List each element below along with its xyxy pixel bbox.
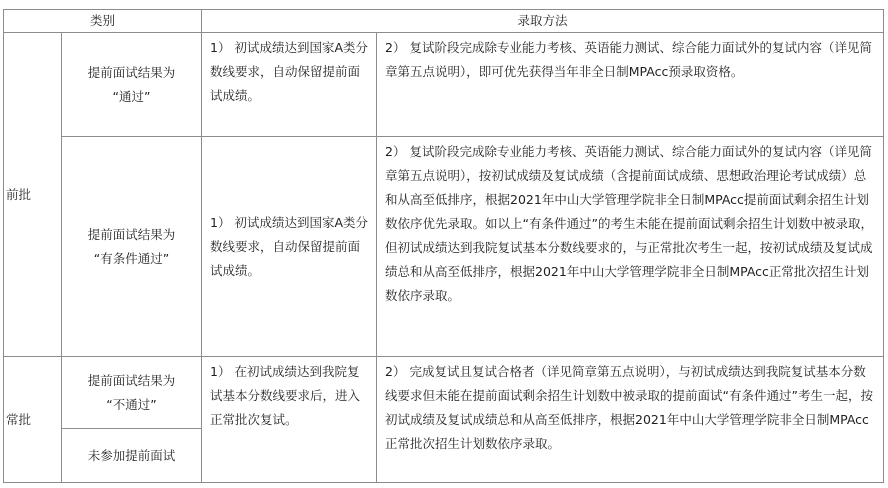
- early-pass-label-line2: “通过”: [112, 88, 151, 104]
- method-header: 录取方法: [202, 10, 884, 33]
- early-conditional-row: [4, 137, 884, 357]
- regular-fail-label-line1: 提前面试结果为: [87, 372, 176, 388]
- early-conditional-label-line1: 提前面试结果为: [87, 226, 176, 242]
- early-batch-label: 前批: [4, 33, 62, 357]
- regular-fail-row: [4, 357, 884, 429]
- early-pass-rule-1-text: 1） 初试成绩达到国家A类分数线要求，自动保留提前面试成绩。: [210, 40, 368, 103]
- early-pass-label-line1: 提前面试结果为: [87, 64, 176, 80]
- category-header: 类别: [4, 10, 202, 33]
- early-conditional-rule-2: [377, 137, 884, 357]
- header-row: [4, 10, 884, 33]
- early-conditional-label: [62, 137, 202, 357]
- regular-none-label: 未参加提前面试: [62, 429, 202, 483]
- early-conditional-rule-1-text: 1） 初试成绩达到国家A类分数线要求，自动保留提前面试成绩。: [210, 214, 368, 278]
- early-conditional-label-line2: “有条件通过”: [93, 250, 170, 266]
- regular-rule-1-text: 1） 在初试成绩达到我院复试基本分数线要求后，进入正常批次复试。: [210, 364, 361, 427]
- early-conditional-rule-1: [202, 137, 377, 357]
- regular-rule-1: [202, 357, 377, 483]
- early-pass-rule-2-text: 2） 复试阶段完成除专业能力考核、英语能力测试、综合能力面试外的复试内容（详见简章第五点说明），即可优先获得当年非全日制MPAcc预录取资格。: [385, 40, 872, 79]
- regular-rule-2: [377, 357, 884, 483]
- regular-batch-label: 常批: [4, 357, 62, 483]
- admission-method-table: [3, 9, 884, 483]
- early-conditional-rule-2-text: 2） 复试阶段完成除专业能力考核、英语能力测试、综合能力面试外的复试内容（详见简章第五点说明），按初试成绩及复试成绩（含提前面试成绩、思想政治理论考试成绩）总和从高至低排序，根据2021年中山大学管理学院非全日制MPAcc提前面试剩余招生计划数依序优先录取。如以上“有条件通过”的考生未能在提前面试剩余招生计划数中被录取，但初试成绩达到我院复试基本分数线要求的，与正常批次考生一起，按初试成绩及复试成绩总和从高至低排序，根据2021年中山大学管理学院非全日制MPAcc正常批次招生计划数依序录取。: [385, 144, 873, 303]
- regular-rule-2-text: 2） 完成复试且复试合格者（详见简章第五点说明），与初试成绩达到我院复试基本分数线要求但未能在提前面试剩余招生计划数中被录取的提前面试“有条件通过”考生一起，按初试成绩及复试成绩总和从高至低排序，根据2021年中山大学管理学院非全日制MPAcc正常批次招生计划数依序录取。: [385, 364, 873, 451]
- early-pass-rule-1: [202, 33, 377, 137]
- regular-fail-label-line2: “不通过”: [106, 396, 157, 412]
- early-pass-rule-2: [377, 33, 884, 137]
- early-pass-row: [4, 33, 884, 137]
- regular-fail-label: [62, 357, 202, 429]
- early-pass-label: [62, 33, 202, 137]
